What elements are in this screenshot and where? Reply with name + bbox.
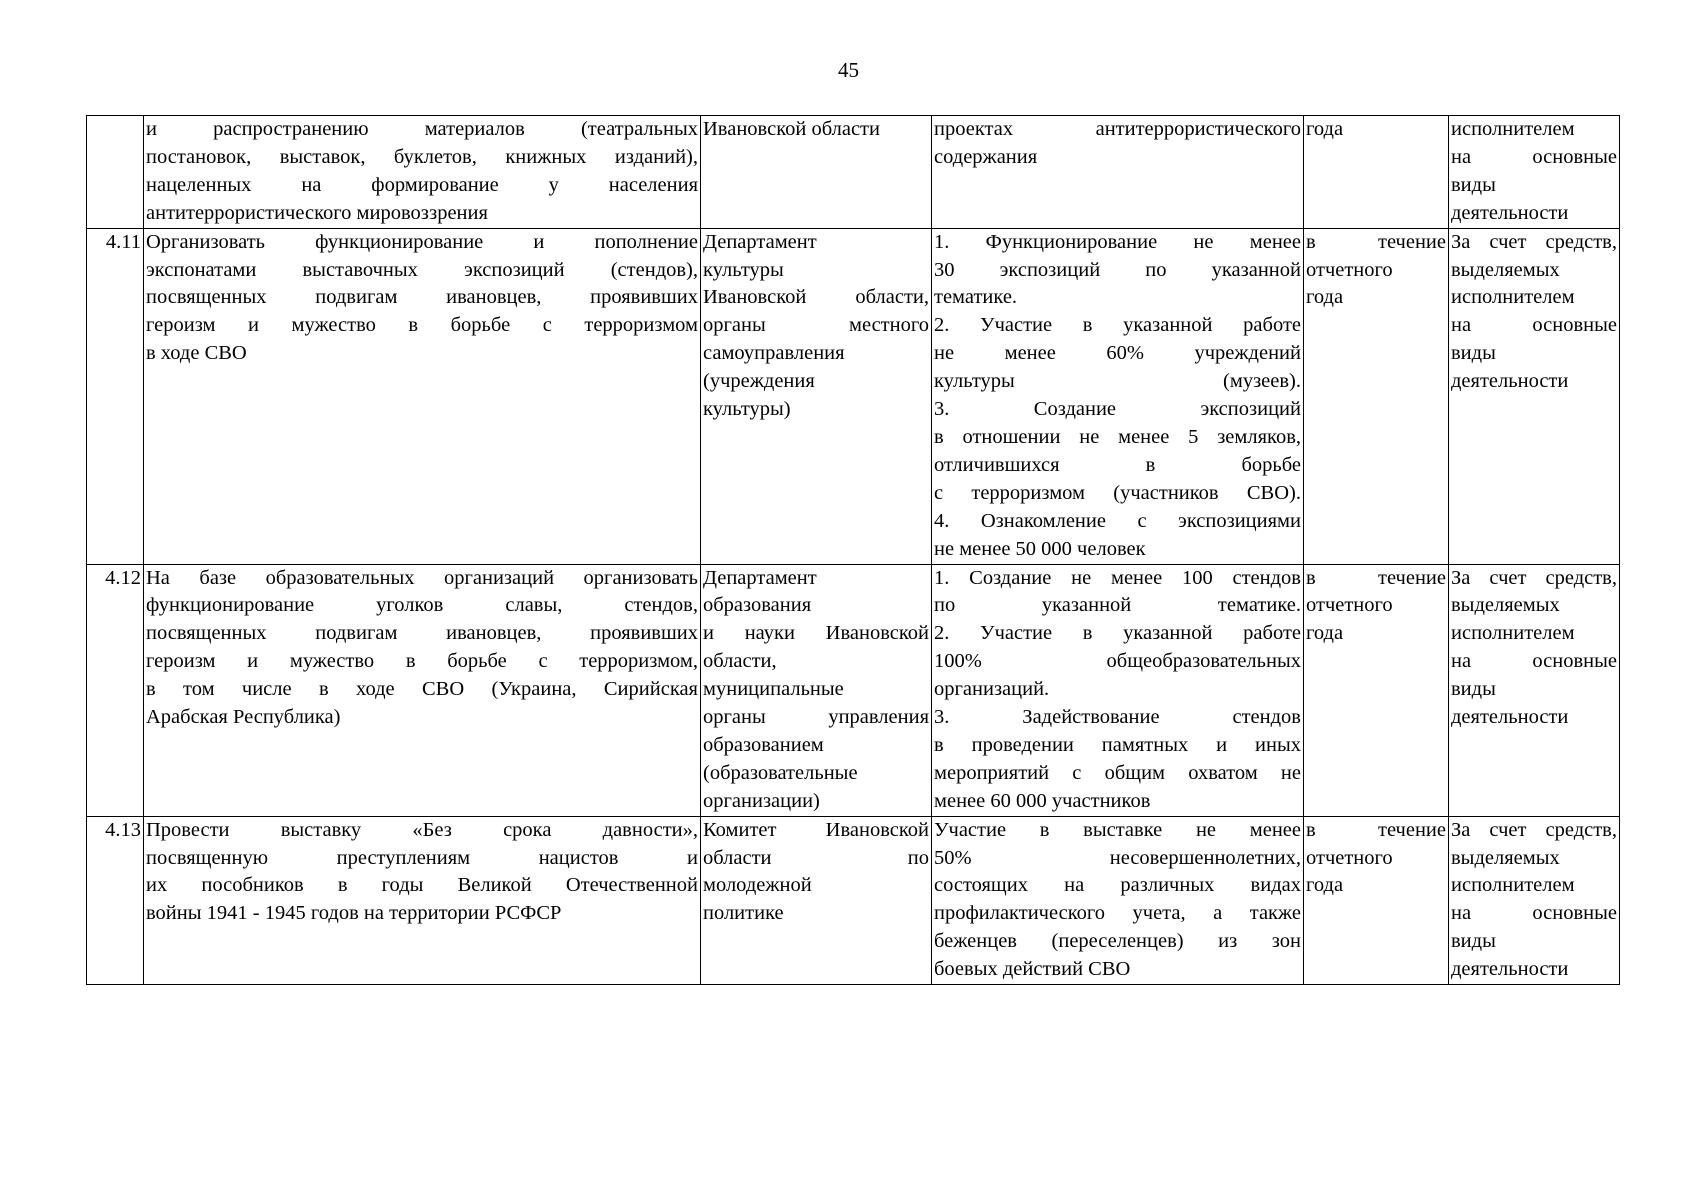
cell-text-line: отчетного xyxy=(1306,594,1393,617)
cell-text-line: исполнителем xyxy=(1451,286,1575,309)
cell-text-line: исполнителем xyxy=(1451,118,1575,140)
executor-cell xyxy=(701,116,932,229)
cell-text-line: 1. Функционирование не менее xyxy=(934,230,1301,253)
cell-text-line: в течение xyxy=(1306,818,1446,841)
funding-cell xyxy=(1449,816,1620,984)
funding-cell xyxy=(1449,228,1620,564)
cell-text-line: на основные xyxy=(1451,314,1617,337)
executor-cell xyxy=(701,564,932,816)
cell-text-line: на основные xyxy=(1451,145,1617,168)
cell-text-line: на основные xyxy=(1451,650,1617,673)
cell-text-line: молодежной xyxy=(703,874,812,897)
cell-text-line: выделяемых xyxy=(1451,846,1560,869)
indicator-cell xyxy=(932,228,1304,564)
table-row xyxy=(87,228,1620,564)
cell-text-line: отличившихся в борьбе xyxy=(934,453,1301,476)
term-cell xyxy=(1304,816,1449,984)
cell-text-line: в ходе СВО xyxy=(146,342,247,365)
cell-text-line: деятельности xyxy=(1451,706,1569,729)
cell-text-line: в проведении памятных и иных xyxy=(934,733,1301,756)
row-number-cell: 4.12 xyxy=(87,564,144,816)
cell-text-line: Департамент xyxy=(703,566,817,589)
row-number-cell: 4.13 xyxy=(87,816,144,984)
cell-text-line: муниципальные xyxy=(703,678,844,701)
cell-text-line: профилактического учета, а также xyxy=(934,902,1301,925)
cell-text-line: отчетного xyxy=(1306,846,1393,869)
cell-text-line: посвященных подвигам ивановцев, проявивших xyxy=(146,286,698,309)
cell-text-line: виды xyxy=(1451,173,1496,196)
cell-text-line: образованием xyxy=(703,733,824,756)
event-cell xyxy=(144,228,701,564)
cell-text-line: антитеррористического мировоззрения xyxy=(146,201,488,224)
cell-text-line: области по xyxy=(703,846,929,869)
cell-text-line: войны 1941 - 1945 годов на территории РСФСР xyxy=(146,902,562,925)
cell-text-line: 50% несовершеннолетних, xyxy=(934,846,1301,869)
cell-text-line: нацеленных на формирование у населения xyxy=(146,173,698,196)
indicator-cell xyxy=(932,564,1304,816)
cell-text-line: функционирование уголков славы, стендов, xyxy=(146,594,698,617)
cell-text-line: содержания xyxy=(934,145,1038,168)
cell-text-line: образования xyxy=(703,594,812,617)
cell-text-line: выделяемых xyxy=(1451,258,1560,281)
cell-text-line: года xyxy=(1306,622,1344,645)
indicator-cell xyxy=(932,816,1304,984)
indicator-cell xyxy=(932,116,1304,229)
cell-text-line: не менее 50 000 человек xyxy=(934,537,1146,560)
cell-text-line: Комитет Ивановской xyxy=(703,818,929,841)
table-body xyxy=(87,116,1620,985)
cell-text-line: исполнителем xyxy=(1451,874,1575,897)
cell-text-line: органы местного xyxy=(703,314,929,337)
cell-text-line: области, xyxy=(703,650,777,673)
cell-text-line: героизм и мужество в борьбе с терроризмом, xyxy=(146,650,698,673)
cell-text-line: На базе образовательных организаций организовать xyxy=(146,566,698,589)
cell-text-line: не менее 60% учреждений xyxy=(934,342,1301,365)
cell-text-line: Участие в выставке не менее xyxy=(934,818,1301,841)
cell-text-line: по указанной тематике. xyxy=(934,594,1301,617)
cell-text-line: проектах антитеррористического xyxy=(934,118,1301,140)
executor-cell xyxy=(701,228,932,564)
cell-text-line: года xyxy=(1306,874,1344,897)
event-cell xyxy=(144,116,701,229)
funding-cell xyxy=(1449,564,1620,816)
cell-text-line: организаций. xyxy=(934,678,1050,701)
cell-text-line: менее 60 000 участников xyxy=(934,789,1151,812)
term-cell xyxy=(1304,564,1449,816)
cell-text-line: их пособников в годы Великой Отечественной xyxy=(146,874,698,897)
row-number-cell: 4.11 xyxy=(87,228,144,564)
cell-text-line: виды xyxy=(1451,678,1496,701)
cell-text-line: постановок, выставок, буклетов, книжных изданий), xyxy=(146,145,698,168)
cell-text-line: Ивановской области, xyxy=(703,286,929,309)
event-cell xyxy=(144,816,701,984)
cell-text-line: посвященных подвигам ивановцев, проявивших xyxy=(146,622,698,645)
measures-table xyxy=(86,115,1620,985)
cell-text-line: (образовательные xyxy=(703,761,858,784)
cell-text-line: виды xyxy=(1451,930,1496,953)
cell-text-line: в отношении не менее 5 земляков, xyxy=(934,425,1301,448)
term-cell xyxy=(1304,228,1449,564)
funding-cell xyxy=(1449,116,1620,229)
cell-text-line: органы управления xyxy=(703,706,929,729)
cell-text-line: Организовать функционирование и пополнение xyxy=(146,230,698,253)
table-row xyxy=(87,116,1620,229)
cell-text-line: и науки Ивановской xyxy=(703,622,929,645)
page-number: 45 xyxy=(838,58,859,82)
cell-text-line: Департамент xyxy=(703,230,817,253)
table-row xyxy=(87,564,1620,816)
cell-text-line: с терроризмом (участников СВО). xyxy=(934,481,1301,504)
cell-text-line: 3. Задействование стендов xyxy=(934,706,1301,729)
cell-text-line: боевых действий СВО xyxy=(934,958,1131,981)
row-number-cell xyxy=(87,116,144,229)
event-cell xyxy=(144,564,701,816)
cell-text-line: деятельности xyxy=(1451,201,1569,224)
cell-text-line: исполнителем xyxy=(1451,622,1575,645)
cell-text-line: культуры) xyxy=(703,398,791,421)
cell-text-line: 30 экспозиций по указанной xyxy=(934,258,1301,281)
cell-text-line: экспонатами выставочных экспозиций (стендов), xyxy=(146,258,698,281)
cell-text-line: отчетного xyxy=(1306,258,1393,281)
cell-text-line: организации) xyxy=(703,789,820,812)
cell-text-line: в течение xyxy=(1306,230,1446,253)
cell-text-line: на основные xyxy=(1451,902,1617,925)
cell-text-line: мероприятий с общим охватом не xyxy=(934,761,1301,784)
cell-text-line: 2. Участие в указанной работе xyxy=(934,622,1301,645)
cell-text-line: 100% общеобразовательных xyxy=(934,650,1301,673)
cell-text-line: героизм и мужество в борьбе с терроризмом xyxy=(146,314,698,337)
cell-text-line: Провести выставку «Без срока давности», xyxy=(146,818,698,841)
cell-text-line: тематике. xyxy=(934,286,1018,309)
cell-text-line: года xyxy=(1306,286,1344,309)
table-row xyxy=(87,816,1620,984)
term-cell xyxy=(1304,116,1449,229)
cell-text-line: посвященную преступлениям нацистов и xyxy=(146,846,698,869)
cell-text-line: виды xyxy=(1451,342,1496,365)
cell-text-line: в том числе в ходе СВО (Украина, Сирийская xyxy=(146,678,698,701)
cell-text-line: 1. Создание не менее 100 стендов xyxy=(934,566,1301,589)
cell-text-line: состоящих на различных видах xyxy=(934,874,1301,897)
cell-text-line: самоуправления xyxy=(703,342,845,365)
cell-text-line: и распространению материалов (театральных xyxy=(146,118,698,140)
cell-text-line: деятельности xyxy=(1451,370,1569,393)
cell-text-line: 2. Участие в указанной работе xyxy=(934,314,1301,337)
cell-text-line: беженцев (переселенцев) из зон xyxy=(934,930,1301,953)
cell-text-line: в течение xyxy=(1306,566,1446,589)
cell-text-line: (учреждения xyxy=(703,370,815,393)
cell-text-line: культуры xyxy=(703,258,784,281)
cell-text-line: За счет средств, xyxy=(1451,818,1617,841)
cell-text-line: 4. Ознакомление с экспозициями xyxy=(934,509,1301,532)
cell-text-line: 3. Создание экспозиций xyxy=(934,398,1301,421)
cell-text-line: политике xyxy=(703,902,784,925)
cell-text-line: деятельности xyxy=(1451,958,1569,981)
cell-text-line: Арабская Республика) xyxy=(146,706,341,729)
cell-text-line: года xyxy=(1306,118,1344,140)
cell-text-line: культуры (музеев). xyxy=(934,370,1301,393)
cell-text-line: Ивановской области xyxy=(703,118,880,140)
cell-text-line: За счет средств, xyxy=(1451,566,1617,589)
executor-cell xyxy=(701,816,932,984)
cell-text-line: За счет средств, xyxy=(1451,230,1617,253)
cell-text-line: выделяемых xyxy=(1451,594,1560,617)
